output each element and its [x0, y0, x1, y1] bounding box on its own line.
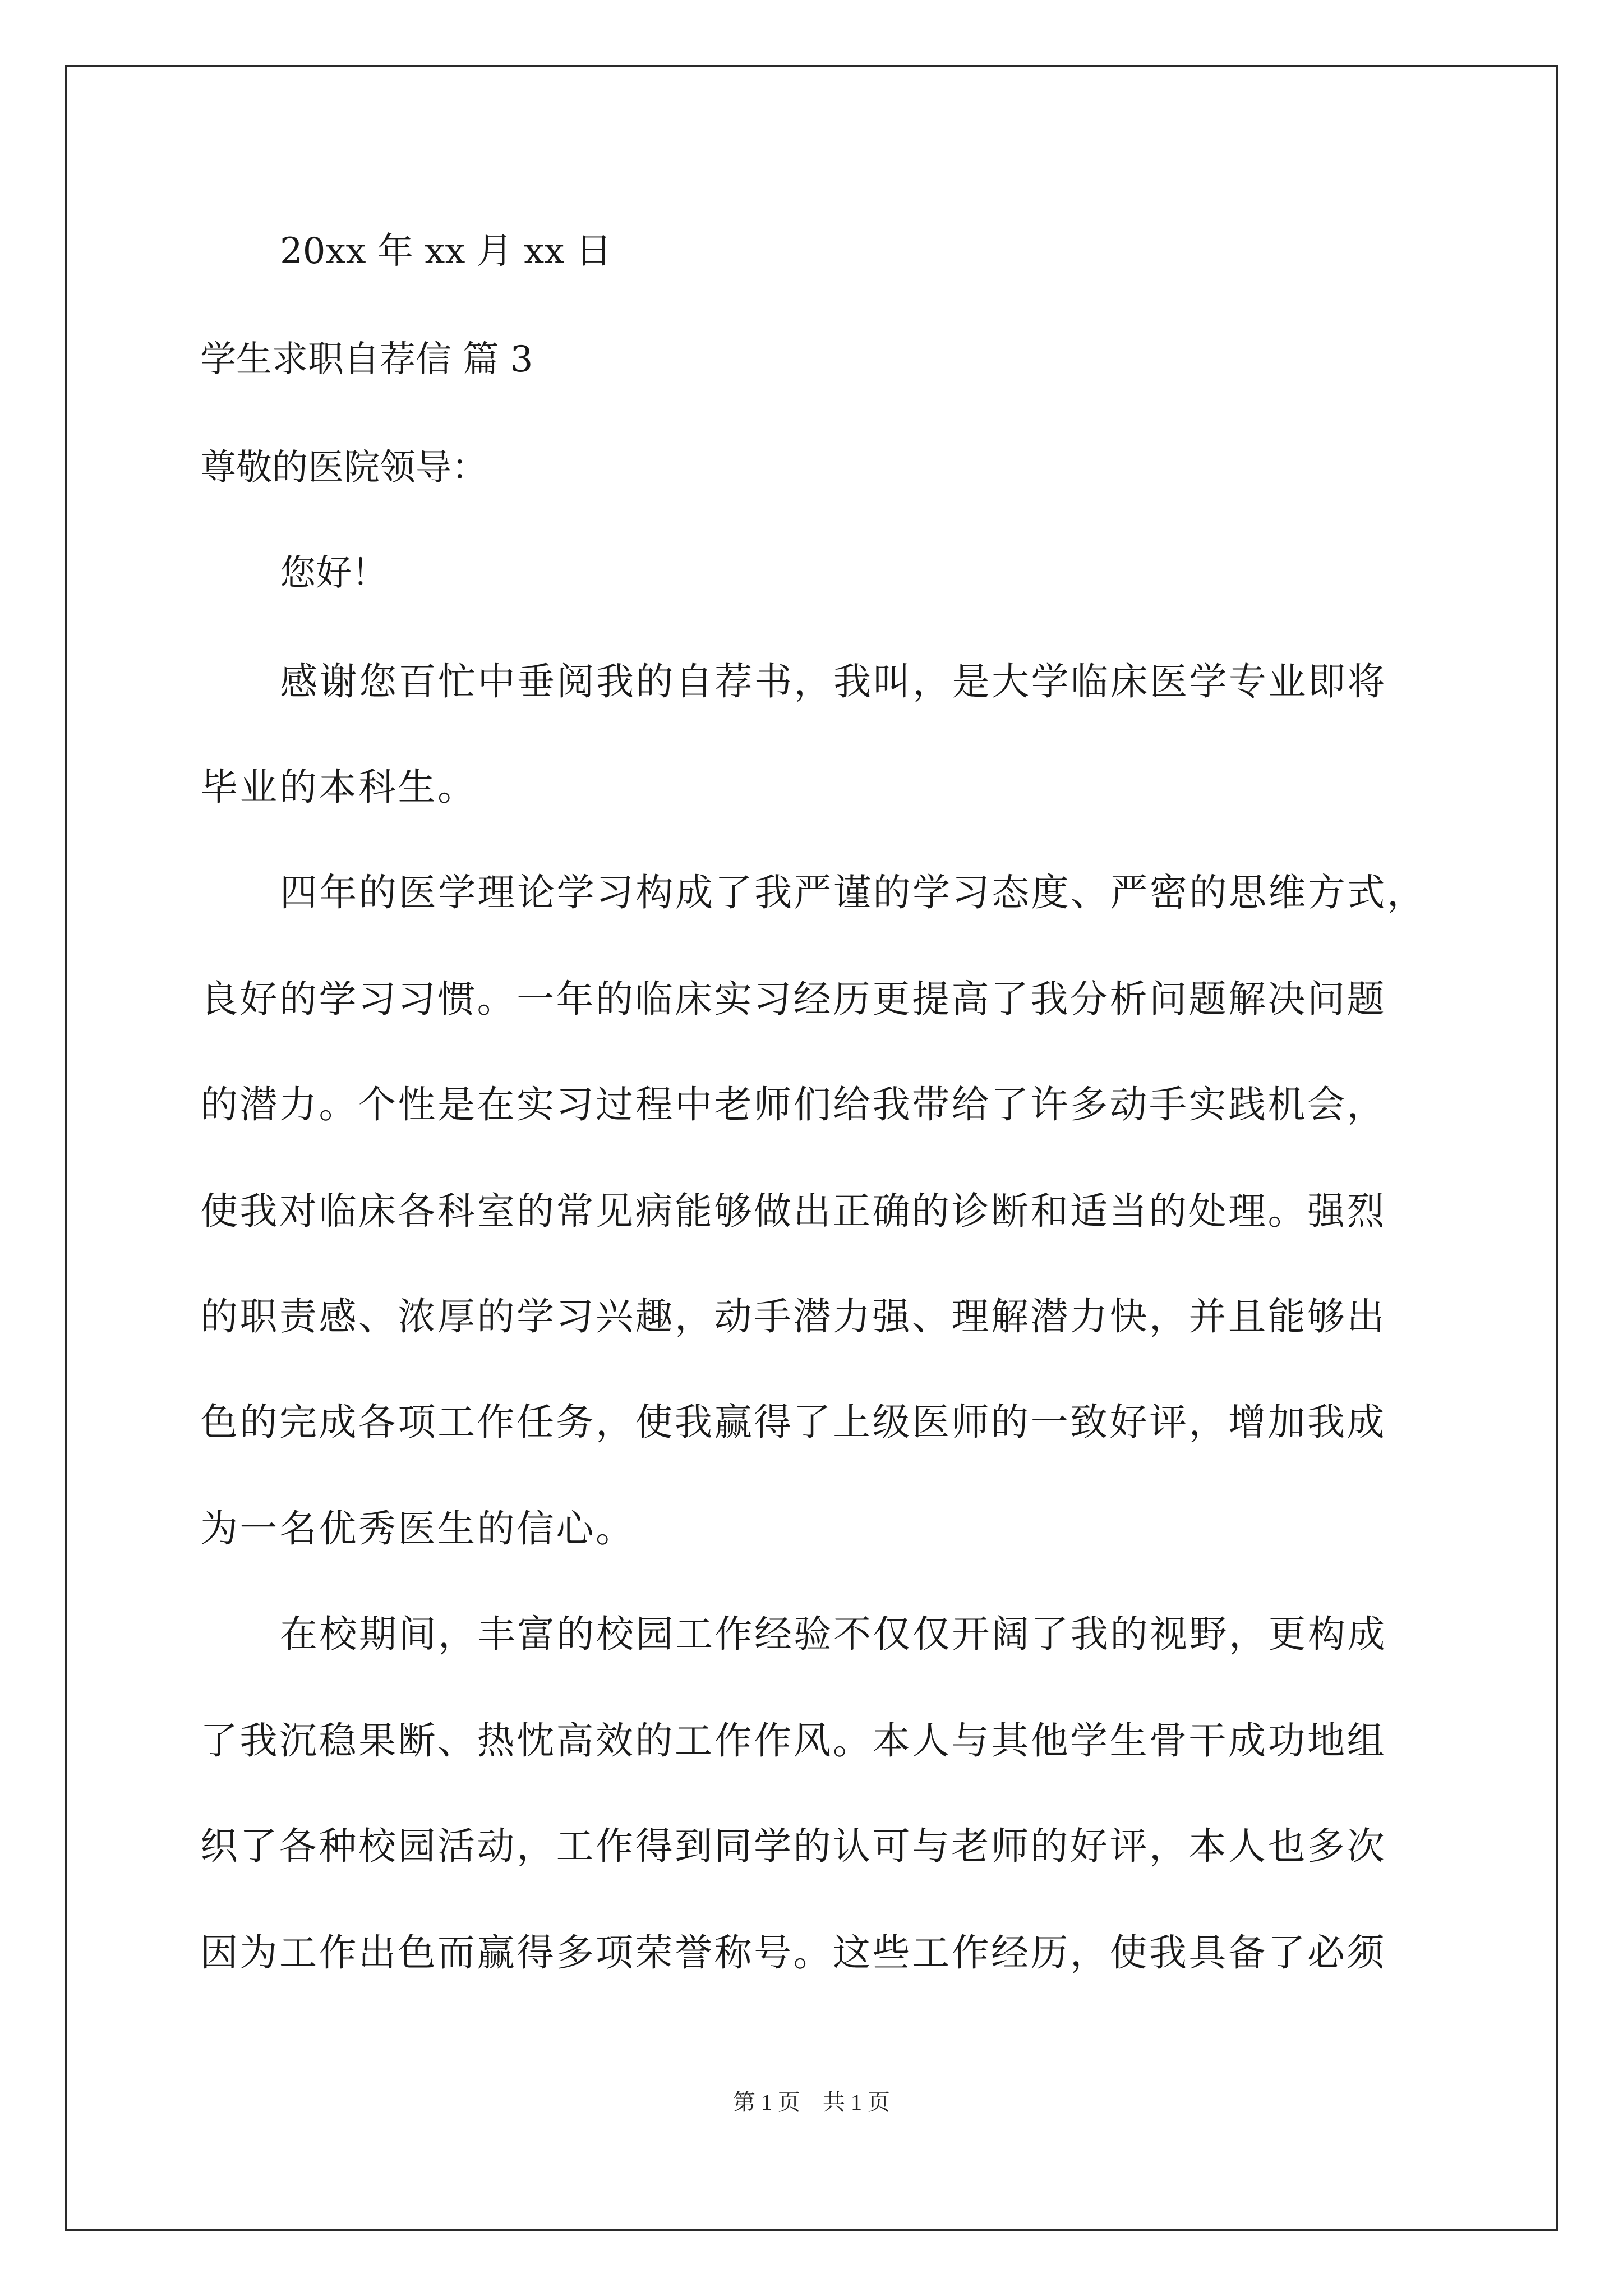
greeting: 您好！	[280, 553, 388, 594]
salutation: 尊敬的医院领导：	[200, 447, 487, 489]
page-border	[65, 65, 1558, 2231]
paragraph-line: 四年的医学理论学习构成了我严谨的学习态度、严密的思维方式，	[280, 871, 1427, 914]
paragraph-line: 了我沉稳果断、热忱高效的工作作风。本人与其他学生骨干成功地组	[200, 1719, 1386, 1763]
paragraph-line: 织了各种校园活动，工作得到同学的认可与老师的好评，本人也多次	[200, 1824, 1386, 1868]
paragraph-line: 良好的学习习惯。一年的临床实习经历更提高了我分析问题解决问题	[200, 977, 1386, 1021]
page-footer: 第 1 页 共 1 页	[733, 2090, 890, 2115]
paragraph-line: 的潜力。个性是在实习过程中老师们给我带给了许多动手实践机会，	[200, 1083, 1386, 1126]
document-title: 学生求职自荐信 篇 3	[200, 339, 533, 380]
paragraph-line: 毕业的本科生。	[200, 765, 477, 809]
paragraph-line: 使我对临床各科室的常见病能够做出正确的诊断和适当的处理。强烈	[200, 1189, 1386, 1233]
paragraph-line: 色的完成各项工作任务，使我赢得了上级医师的一致好评，增加我成	[200, 1400, 1386, 1444]
paragraph-line: 为一名优秀医生的信心。	[200, 1507, 635, 1550]
paragraph-line: 的职责感、浓厚的学习兴趣，动手潜力强、理解潜力快，并且能够出	[200, 1295, 1386, 1338]
paragraph-line: 在校期间，丰富的校园工作经验不仅仅开阔了我的视野，更构成	[280, 1612, 1387, 1656]
date-line: 20xx 年 xx 月 xx 日	[280, 231, 612, 272]
paragraph-line: 感谢您百忙中垂阅我的自荐书，我叫，是大学临床医学专业即将	[280, 660, 1387, 703]
paragraph-line: 因为工作出色而赢得多项荣誉称号。这些工作经历，使我具备了必须	[200, 1931, 1386, 1975]
